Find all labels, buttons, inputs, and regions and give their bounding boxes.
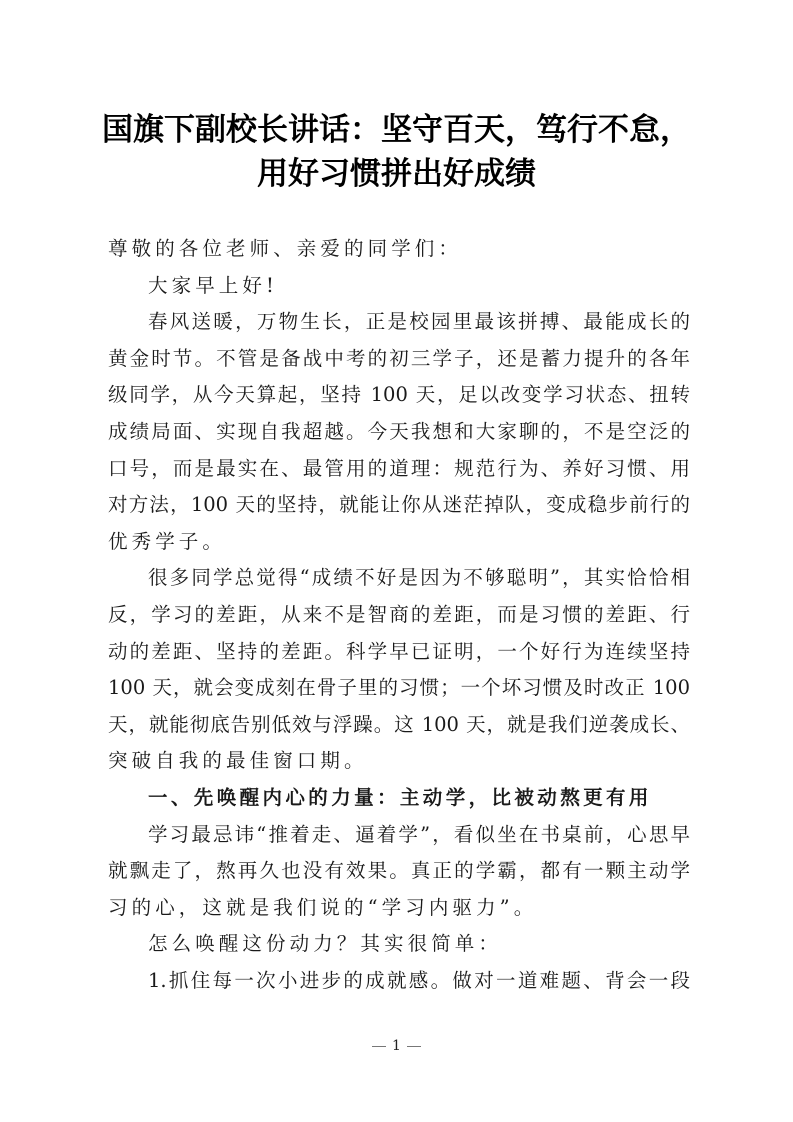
title-line-1: 国旗下副校长讲话：坚守百天，笃行不怠， <box>102 112 691 148</box>
dash-right <box>407 1046 421 1047</box>
greeting: 大家早上好! <box>148 273 278 297</box>
paragraph-lines <box>108 304 690 999</box>
document-body <box>108 231 690 999</box>
text-line: 习的心，这就是我们说的“学习内驱力”。 <box>108 895 538 919</box>
text-line: 黄金时节。不管是备战中考的初三学子，还是蓄力提升的各年 <box>108 346 690 370</box>
text-line: 就飘走了，熬再久也没有效果。真正的学霸，都有一颗主动学 <box>108 859 690 883</box>
title-line-2: 用好习惯拼出好成绩 <box>257 156 536 192</box>
text-line: 级同学，从今天算起，坚持 100 天，足以改变学习状态、扭转 <box>108 383 690 407</box>
page-footer <box>0 1038 793 1054</box>
text-line: 学习最忌讳“推着走、逼着学”，看似坐在书桌前，心思早 <box>148 822 690 846</box>
text-line: 怎么唤醒这份动力？其实很简单： <box>148 932 503 956</box>
dash-left <box>372 1046 386 1047</box>
document-title <box>60 108 733 196</box>
section-heading: 一、先唤醒内心的力量：主动学，比被动熬更有用 <box>148 785 652 809</box>
text-line: 动的差距、坚持的差距。科学早已证明，一个好行为连续坚持 <box>108 639 690 663</box>
text-line: 成绩局面、实现自我超越。今天我想和大家聊的，不是空泛的 <box>108 419 690 443</box>
salutation: 尊敬的各位老师、亲爱的同学们： <box>108 237 463 260</box>
text-line: 反，学习的差距，从来不是智商的差距，而是习惯的差距、行 <box>108 602 690 626</box>
text-line: 优秀学子。 <box>108 529 227 553</box>
text-line: 很多同学总觉得“成绩不好是因为不够聪明”，其实恰恰相 <box>148 566 690 590</box>
page-number: 1 <box>392 1038 401 1054</box>
text-line: 突破自我的最佳窗口期。 <box>108 749 368 773</box>
text-line: 100 天，就会变成刻在骨子里的习惯；一个坏习惯及时改正 100 <box>108 676 690 700</box>
text-line: 天，就能彻底告别低效与浮躁。这 100 天，就是我们逆袭成长、 <box>108 712 690 736</box>
text-line: 1.抓住每一次小进步的成就感。做对一道难题、背会一段 <box>148 968 690 992</box>
text-line: 对方法，100 天的坚持，就能让你从迷茫掉队，变成稳步前行的 <box>108 493 690 517</box>
text-line: 春风送暖，万物生长，正是校园里最该拼搏、最能成长的 <box>148 310 690 334</box>
text-line: 口号，而是最实在、最管用的道理：规范行为、养好习惯、用 <box>108 456 690 480</box>
